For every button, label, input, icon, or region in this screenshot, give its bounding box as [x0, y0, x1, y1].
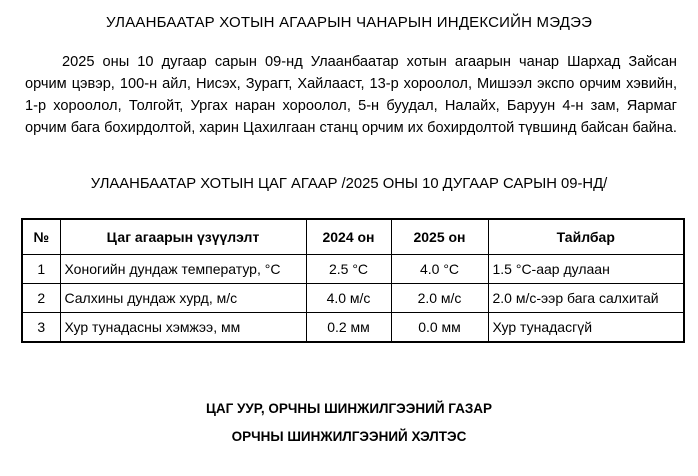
table-row: [22, 284, 684, 313]
col-header-year-2025: 2025 он: [391, 219, 488, 255]
footer-department-line: ОРЧНЫ ШИНЖИЛГЭЭНИЙ ХЭЛТЭС: [231, 429, 467, 444]
col-header-year-2024: 2024 он: [306, 219, 391, 255]
indicator-cell: Хоногийн дундаж температур, °C: [60, 255, 306, 284]
col-header-indicator: Цаг агаарын үзүүлэлт: [60, 219, 306, 255]
note-cell: Хур тунадасгүй: [488, 313, 684, 343]
weather-comparison-table: [21, 218, 685, 343]
row-number: 2: [22, 284, 60, 313]
col-header-number: №: [22, 219, 60, 255]
value-2025-cell: 0.0 мм: [391, 313, 488, 343]
value-2024-cell: 2.5 °C: [306, 255, 391, 284]
indicator-cell: Хур тунадасны хэмжээ, мм: [60, 313, 306, 343]
footer-organization-line: ЦАГ УУР, ОРЧНЫ ШИНЖИЛГЭЭНИЙ ГАЗАР: [205, 401, 493, 416]
row-number: 1: [22, 255, 60, 284]
indicator-cell: Салхины дундаж хурд, м/с: [60, 284, 306, 313]
col-header-note: Тайлбар: [488, 219, 684, 255]
value-2025-cell: 4.0 °C: [391, 255, 488, 284]
note-cell: 2.0 м/с-ээр бага салхитай: [488, 284, 684, 313]
row-number: 3: [22, 313, 60, 343]
table-header-row: [22, 219, 684, 255]
value-2024-cell: 4.0 м/с: [306, 284, 391, 313]
table-row: [22, 313, 684, 343]
footer: [0, 401, 698, 444]
weather-section-title: УЛААНБААТАР ХОТЫН ЦАГ АГААР /2025 ОНЫ 10 ДУГААР САРЫН 09-НД/: [90, 176, 608, 192]
table-row: [22, 255, 684, 284]
value-2024-cell: 0.2 мм: [306, 313, 391, 343]
document-title: УЛААНБААТАР ХОТЫН АГААРЫН ЧАНАРЫН ИНДЕКСИЙН МЭДЭЭ: [105, 14, 593, 31]
summary-paragraph: 2025 оны 10 дугаар сарын 09-нд Улаанбаатар хотын агаарын чанар Шархад Зайсан орчим цэвэр, 100-н айл, Нисэх, Зурагт, Хайлааст, 13-р хороолол, Мишээл экспо орчим хэвийн, 1-р хороолол, Толгойт, Ургах наран хороолол, 5-н буудал, Налайх, Баруун 4-н зам, Яармаг орчим бага бохирдолтой, харин Цахилгаан станц орчим их бохирдолтой түвшинд байсан байна.: [25, 54, 677, 136]
value-2025-cell: 2.0 м/с: [391, 284, 488, 313]
note-cell: 1.5 °C-аар дулаан: [488, 255, 684, 284]
